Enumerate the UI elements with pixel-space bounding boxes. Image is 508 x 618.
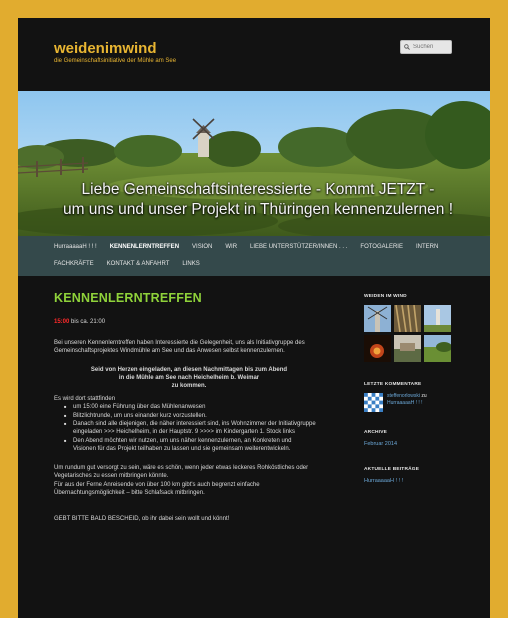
search-icon <box>404 43 410 51</box>
gallery-widget-title: WEIDEN IM WIND <box>364 294 407 299</box>
post-content <box>54 291 316 524</box>
nav-item[interactable]: FOTOGALERIE <box>360 244 403 250</box>
header-banner <box>18 91 490 236</box>
banner-line-1: Liebe Gemeinschaftsinteressierte - Kommt JETZT - <box>81 181 435 198</box>
comment-connector: zu <box>419 393 427 399</box>
nav-item[interactable]: INTERN <box>415 244 439 250</box>
post-title[interactable]: KENNENLERNTREFFEN <box>54 291 202 305</box>
recent-post-link[interactable]: HurraaaaaH ! ! ! <box>364 478 404 484</box>
recent-posts-widget-title: AKTUELLE BEITRÄGE <box>364 467 420 472</box>
recent-comment <box>364 393 464 412</box>
nav-item[interactable]: VISION <box>192 244 213 250</box>
comments-widget-title: LETZTE KOMMENTARE <box>364 382 422 387</box>
travel-paragraph: Für aus der Ferne Anreisende von über 100 km gibt's auch begrenzt einfache Übernachtungsmöglichkeit – bitte Schlafsack mitbringen. <box>54 481 260 496</box>
archive-link[interactable]: Februar 2014 <box>364 441 398 447</box>
gallery-thumbnail[interactable] <box>394 335 421 362</box>
nav-item[interactable]: FACHKRÄFTE <box>54 261 94 267</box>
gallery-thumbnail[interactable] <box>424 305 451 332</box>
sidebar <box>364 294 464 504</box>
search-box[interactable] <box>400 40 452 54</box>
intro-paragraph: Bei unseren Kennenlerntreffen haben Interessierte die Gelegenheit, uns als Initiativgruppe des Gemeinschaftsprojektes Windmühle am See und das Anwesen selbst kennenzulernen. <box>54 339 305 355</box>
site-title[interactable]: weidenimwind <box>54 40 157 57</box>
schedule-intro: Es wird dort stattfinden <box>54 395 116 402</box>
nav-item[interactable]: LIEBE UNTERSTÜTZER/INNEN . . . <box>250 244 348 250</box>
list-item: ■ um 15:00 eine Führung über das Mühlenanwesen <box>64 403 316 411</box>
photo-gallery <box>364 305 464 362</box>
comment-author-link[interactable]: steffenorlowski <box>387 393 420 399</box>
page <box>18 18 490 618</box>
banner-text <box>26 180 490 220</box>
event-end-time: bis ca. 21:00 <box>69 319 106 326</box>
nav-item[interactable]: LINKS <box>182 261 200 267</box>
invitation-line-3: zu kommen. <box>171 383 207 390</box>
banner-line-2: um uns und unser Projekt in Thüringen kennenzulernen ! <box>62 201 454 218</box>
list-item: ■ Den Abend möchten wir nutzen, um uns näher kennenzulernen, an Konkreten und Visionen für das Projekt teilhaben zu lassen und sie gemeinsam weiterentwickeln. <box>64 437 316 454</box>
gallery-thumbnail[interactable] <box>424 335 451 362</box>
gallery-thumbnail[interactable] <box>364 335 391 362</box>
search-input[interactable] <box>413 44 451 50</box>
event-time <box>54 318 316 326</box>
callout-paragraph: GEBT BITTE BALD BESCHEID, ob ihr dabei sein wollt und könnt! <box>54 516 230 523</box>
nav-item[interactable]: WIR <box>225 244 238 250</box>
gallery-thumbnail[interactable] <box>364 305 391 332</box>
comment-post-link[interactable]: HurraaaaaH ! ! ! <box>387 400 423 406</box>
nav-item[interactable]: KENNENLERNTREFFEN <box>109 244 180 250</box>
event-start-time: 15:00 <box>54 319 70 326</box>
comment-text <box>387 393 427 407</box>
list-item: ■ Blitzlichtrunde, um uns einander kurz vorzustellen. <box>64 412 316 420</box>
nav-menu <box>54 241 490 275</box>
nav-item[interactable]: HurraaaaaH ! ! ! <box>54 244 97 250</box>
food-paragraph: Um rundum gut versorgt zu sein, wäre es schön, wenn jeder etwas leckeres Rohköstliches oder Vegetarisches zu essen mitbringen könnte. <box>54 464 309 480</box>
schedule-list <box>64 403 316 453</box>
site-description: die Gemeinschaftsinitiative der Mühle am See <box>54 58 177 64</box>
invitation-line-1: Seid von Herzen eingeladen, an diesen Nachmittagen bis zum Abend <box>90 366 288 373</box>
invitation-line-2: in die Mühle am See nach Heichelheim b. Weimar <box>118 375 260 382</box>
archive-widget-title: ARCHIVE <box>364 430 387 435</box>
nav-item[interactable]: KONTAKT & ANFAHRT <box>106 261 170 267</box>
list-item: ■ Danach sind alle diejenigen, die näher interessiert sind, ins Wohnzimmer der Initiativgruppe eingeladen >>> Heichelheim, in der Hauptstr. 9 >>>> im Kindergarten 1. Stock links <box>64 420 316 437</box>
invitation <box>54 366 316 391</box>
avatar[interactable] <box>364 393 383 412</box>
gallery-thumbnail[interactable] <box>394 305 421 332</box>
main-navigation <box>18 236 490 276</box>
